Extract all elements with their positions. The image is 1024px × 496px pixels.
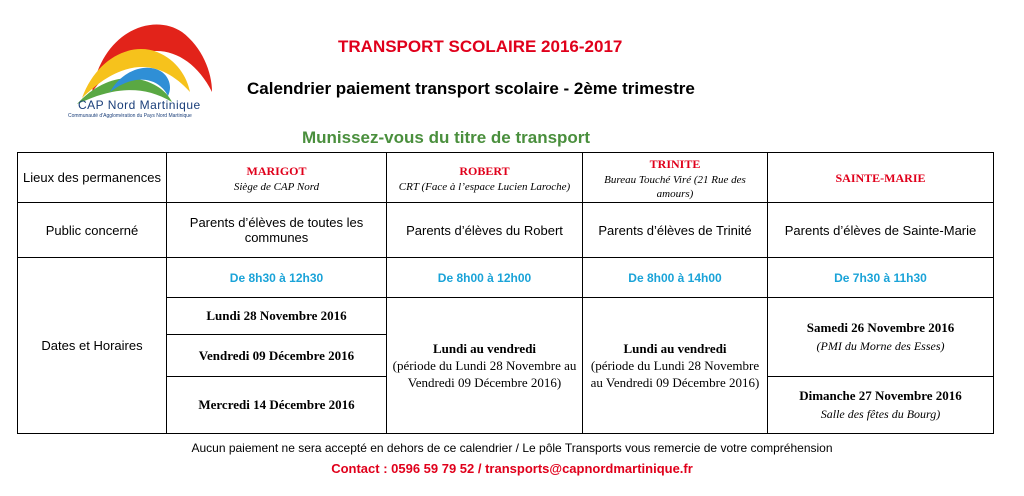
sainte-marie-date-1-place: (PMI du Morne des Esses) bbox=[816, 339, 945, 353]
trinite-period bbox=[583, 298, 768, 434]
col-name-robert: ROBERT bbox=[459, 163, 510, 178]
footer-notice: Aucun paiement ne sera accepté en dehors de ce calendrier / Le pôle Transports vous remercie de votre compréhension bbox=[191, 441, 833, 455]
logo-name: CAP Nord Martinique bbox=[78, 98, 201, 112]
sainte-marie-date-1 bbox=[768, 298, 994, 377]
sainte-marie-date-1-day: Samedi 26 Novembre 2016 bbox=[806, 320, 955, 335]
public-sainte-marie: Parents d’élèves de Sainte-Marie bbox=[768, 203, 994, 258]
col-place-marigot: Siège de CAP Nord bbox=[233, 180, 320, 193]
cell-marigot-header bbox=[167, 153, 387, 203]
row-public bbox=[18, 203, 994, 258]
trinite-weekday: Lundi au vendredi bbox=[623, 341, 727, 356]
marigot-date-2: Vendredi 09 Décembre 2016 bbox=[167, 335, 387, 377]
footer-contact: Contact : 0596 59 79 52 / transports@capnordmartinique.fr bbox=[331, 461, 693, 476]
cell-sainte-marie-header bbox=[768, 153, 994, 203]
col-place-robert: CRT (Face à l’espace Lucien Laroche) bbox=[398, 180, 571, 193]
robert-period bbox=[387, 298, 583, 434]
robert-weekday: Lundi au vendredi bbox=[432, 341, 537, 356]
row-lieux bbox=[18, 153, 994, 203]
col-name-sainte-marie: SAINTE-MARIE bbox=[835, 170, 926, 185]
label-dates: Dates et Horaires bbox=[18, 258, 167, 434]
cell-robert-header bbox=[387, 153, 583, 203]
robert-period-text: (période du Lundi 28 Novembre au Vendredi 09 Décembre 2016) bbox=[392, 358, 577, 390]
label-public: Public concerné bbox=[18, 203, 167, 258]
hours-robert: De 8h00 à 12h00 bbox=[387, 258, 583, 298]
marigot-date-1: Lundi 28 Novembre 2016 bbox=[167, 298, 387, 335]
hours-sainte-marie: De 7h30 à 11h30 bbox=[768, 258, 994, 298]
trinite-period-text: (période du Lundi 28 Novembre au Vendredi 09 Décembre 2016) bbox=[590, 358, 760, 390]
col-name-marigot: MARIGOT bbox=[246, 163, 307, 178]
sainte-marie-date-2-day: Dimanche 27 Novembre 2016 bbox=[799, 388, 962, 403]
public-marigot: Parents d’élèves de toutes les communes bbox=[167, 203, 387, 258]
col-name-trinite: TRINITE bbox=[649, 156, 701, 171]
sainte-marie-date-2-place: Salle des fêtes du Bourg) bbox=[820, 407, 941, 421]
public-robert: Parents d’élèves du Robert bbox=[387, 203, 583, 258]
page-subtitle: Calendrier paiement transport scolaire - 2ème trimestre bbox=[247, 79, 695, 98]
row-hours bbox=[18, 258, 994, 298]
col-place-trinite: Bureau Touché Viré (21 Rue des amours) bbox=[604, 173, 746, 200]
sainte-marie-date-2 bbox=[768, 377, 994, 434]
hours-marigot: De 8h30 à 12h30 bbox=[167, 258, 387, 298]
page-title: TRANSPORT SCOLAIRE 2016-2017 bbox=[338, 37, 623, 56]
hours-trinite: De 8h00 à 14h00 bbox=[583, 258, 768, 298]
page-note: Munissez-vous du titre de transport bbox=[302, 128, 591, 147]
cell-trinite-header bbox=[583, 153, 768, 203]
logo-subtitle: Communauté d'Agglomération du Pays Nord Martinique bbox=[68, 113, 192, 119]
public-trinite: Parents d’élèves de Trinité bbox=[583, 203, 768, 258]
marigot-date-3: Mercredi 14 Décembre 2016 bbox=[167, 377, 387, 434]
schedule-table bbox=[17, 152, 994, 434]
label-lieux: Lieux des permanences bbox=[18, 153, 167, 203]
